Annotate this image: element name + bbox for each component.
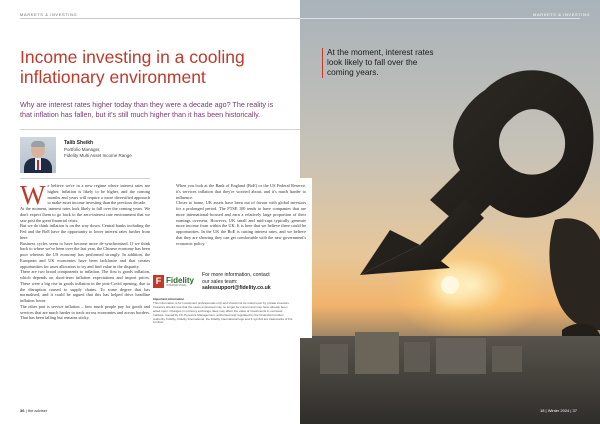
body-column-2 xyxy=(176,183,306,246)
body-paragraph: At the moment, interest rates look likely to fall over the coming years. We don't expect them to go back to the zero-interest rate environment that we saw post the great financial crisis. xyxy=(20,206,150,223)
contact-line-1: For more information, contact xyxy=(202,272,270,278)
pull-quote: At the moment, interest rates look likely to fall over the coming years. xyxy=(327,47,434,77)
article-standfirst: Why are interest rates higher today than they were a decade ago? The reality is that inflation has fallen, but it's still much higher than it has been historically. xyxy=(20,100,274,119)
body-column-1 xyxy=(20,180,150,321)
fidelity-logo-icon: F xyxy=(153,275,164,288)
author-role xyxy=(64,147,154,159)
magazine-title: the adviser xyxy=(27,408,48,413)
author-role-line1: Portfolio Manager, xyxy=(64,147,101,152)
header-rule xyxy=(300,18,580,19)
important-information xyxy=(153,298,293,325)
contact-line-2: our sales team: xyxy=(202,278,238,285)
disclaimer-body: This information is for investment professionals only and should not be relied upon by private investors. Investors should note that the views expressed may no longer be current and may have already been acted upon. Changes in currency exchange rates may affect the value of investments in overseas markets. Issued by FIL Pensions Management, authorised and regulated by the Financial Conduct Authority. Fidelity, Fidelity International, the Fidelity International logo and F symbol are trademarks of FIL Limited. xyxy=(153,300,293,325)
folio-right: 18 | Winter 2024 | 37 xyxy=(540,408,577,413)
body-paragraph: But we do think inflation is on the way down. Central banks including the Fed and the BoE have the opportunity to lower interest rates further from here. xyxy=(20,223,150,240)
section-tag: MARKETS & INVESTING xyxy=(20,12,78,17)
body-paragraph: Business cycles seem to have become more de-synchronised. If we think back to where we've been over the last year, the Chinese economy has been poor whereas the US economy has performed strongly. In addition, the European and UK economies have been lacklustre and that creates opportunities for asset allocators to try and find value in the disparity. xyxy=(20,240,150,269)
folio-left: 36 | the adviser xyxy=(20,408,48,413)
divider xyxy=(20,178,150,179)
author-name: Talib Sheikh xyxy=(64,140,94,146)
contact-info xyxy=(202,272,302,292)
pullquote-bar xyxy=(322,48,323,78)
body-paragraph: When you look at the Bank of England (BoE) or the US Federal Reserve, it's services inflation that they're worried about, and it's much harder to influence. xyxy=(176,183,306,200)
drop-cap: W xyxy=(20,180,46,210)
right-page-photo xyxy=(300,0,600,424)
divider xyxy=(20,129,300,130)
fidelity-logo-subtitle: INTERNATIONAL xyxy=(166,285,187,287)
body-paragraph: e believe we're in a new regime where interest rates are higher, inflation is likely to be higher, and the coming months and years will require a more diversified approach to make-asset income investing than the previous decade. xyxy=(47,183,150,206)
fidelity-logo-text: Fidelity xyxy=(166,276,195,285)
sales-email-link[interactable]: salessupport@fidelity.co.uk xyxy=(202,285,271,292)
article-headline: Income investing in a cooling inflationary environment xyxy=(20,47,245,87)
section-tag: MARKETS & INVESTING xyxy=(533,12,591,17)
author-role-line2: Fidelity Multi Asset Income Range xyxy=(64,153,132,158)
body-paragraph: The other part is service inflation – how much people pay for goods and services that are much harder to track across economies and across borders. That has been falling but remains sticky. xyxy=(20,303,150,321)
page-number-left: 36 xyxy=(20,408,25,413)
body-paragraph: Closer to home, UK assets have been out of favour with global investors for a prolonged period. The FTSE 100 tends to have companies that are more international-focused and earn a relatively large proportion of their earnings overseas. However, UK small and mid-caps typically generate more income from within the UK. It is here that we believe there could be opportunities. In the UK the BoE is cutting interest rates, and we believe that they are showing they can get comfortable with the new government's economic policy. xyxy=(176,200,306,246)
body-paragraph: There are two broad components to inflation. The first is goods inflation, which depends on short-term inflation expectations and import prices. These were a big rise in goods inflation in the post-Covid opening, due to the disruption caused to supply chains. To some degree that has normalised, and it could be argued that this has helped drive headline inflation lower. xyxy=(20,269,150,303)
disclaimer-title: Important information xyxy=(153,297,185,301)
header-rule xyxy=(20,18,300,19)
author-photo xyxy=(20,137,56,173)
